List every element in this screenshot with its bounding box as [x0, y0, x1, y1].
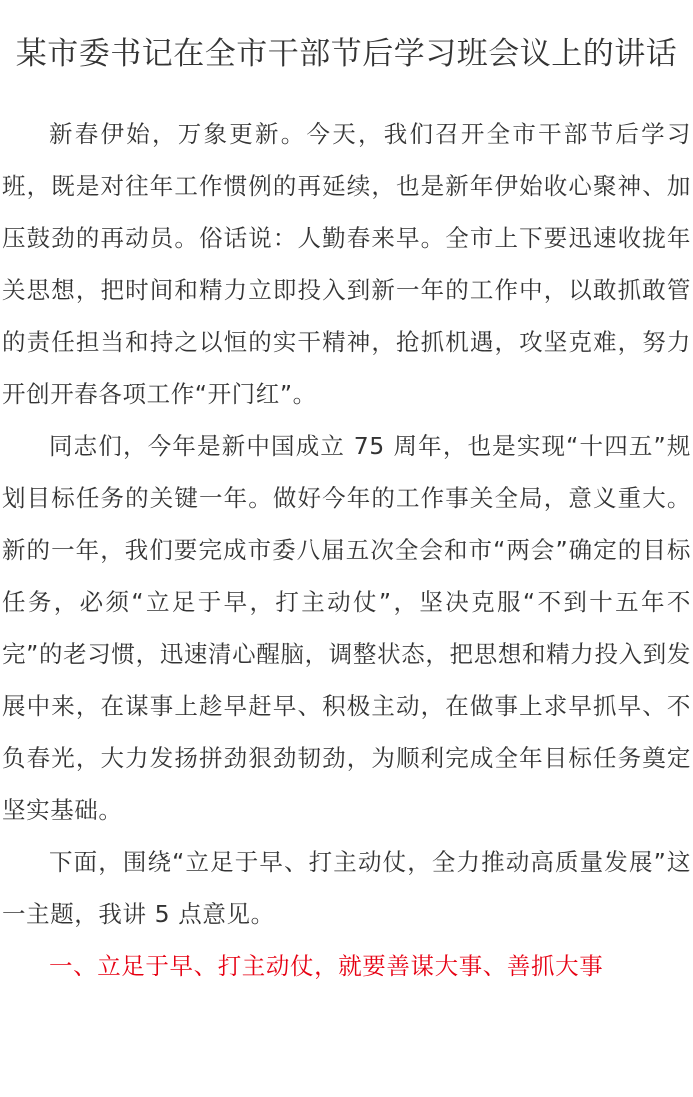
section-heading-1: 一、立足于早、打主动仗，就要善谋大事、善抓大事	[49, 952, 604, 980]
paragraph-context: 同志们，今年是新中国成立 75 周年，也是实现“十四五”规划目标任务的关键一年。做好今年的工作事关全局，意义重大。新的一年，我们要完成市委八届五次全会和市“两会”确定的目标任务，必须“立足于早，打主动仗”，坚决克服“不到十五年不完”的老习惯，迅速清心醒脑，调整状态，把思想和精力投入到发展中来，在谋事上趁早赶早、积极主动，在做事上求早抓早、不负春光，大力发扬拼劲狠劲韧劲，为顺利完成全年目标任务奠定坚实基础。	[2, 432, 691, 824]
document-title: 某市委书记在全市干部节后学习班会议上的讲话	[15, 36, 678, 72]
paragraph-intro: 新春伊始，万象更新。今天，我们召开全市干部节后学习班，既是对往年工作惯例的再延续，也是新年伊始收心聚神、加压鼓劲的再动员。俗话说：人勤春来早。全市上下要迅速收拢年关思想，把时间和精力立即投入到新一年的工作中，以敢抓敢管的责任担当和持之以恒的实干精神，抢抓机遇，攻坚克难，努力开创开春各项工作“开门红”。	[2, 120, 691, 408]
paragraph-outline: 下面，围绕“立足于早、打主动仗，全力推动高质量发展”这一主题，我讲 5 点意见。	[2, 848, 691, 928]
document-body	[0, 108, 693, 992]
